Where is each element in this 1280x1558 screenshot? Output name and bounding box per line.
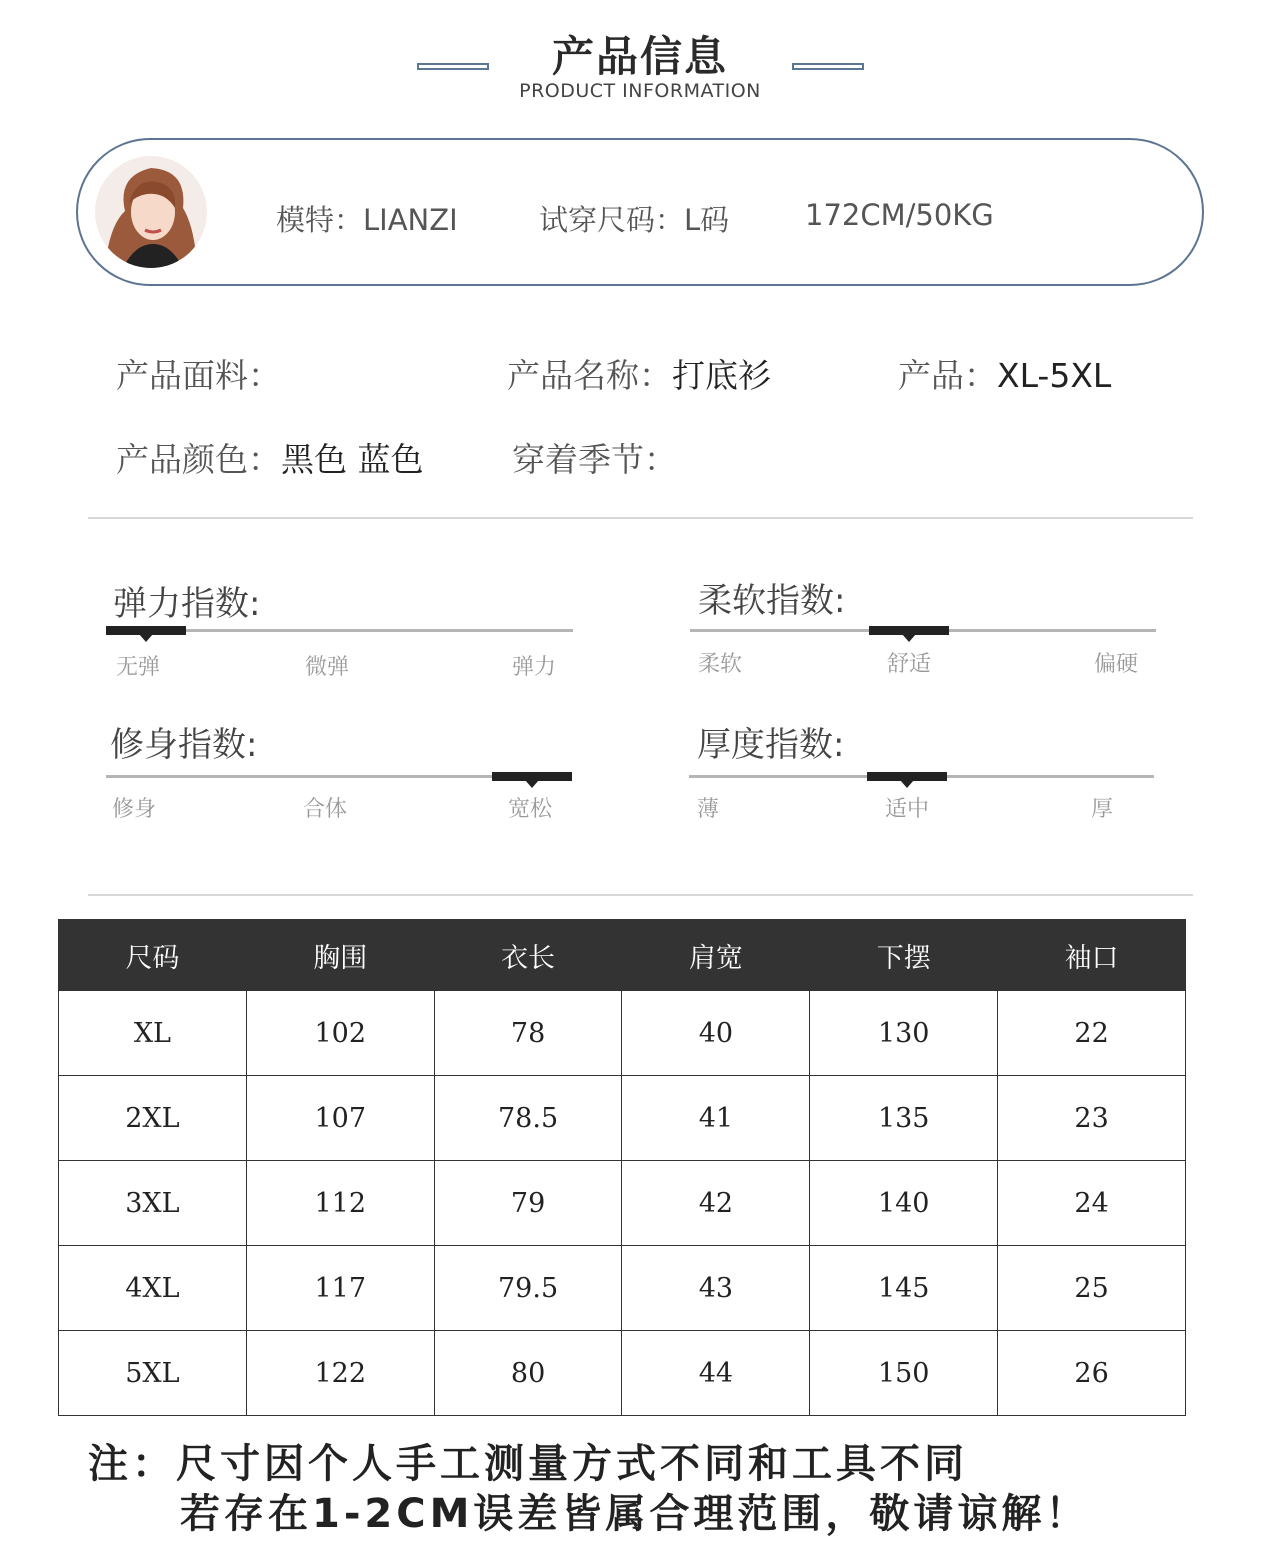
cell-shoulder: 41 [622,1076,810,1161]
cell-chest: 112 [246,1161,434,1246]
cell-size: XL [59,991,247,1076]
fit-option-2: 宽松 [508,797,553,822]
fabric-row [116,350,281,397]
cell-hem: 140 [810,1161,998,1246]
table-row [59,1161,1186,1246]
cell-shoulder: 42 [622,1161,810,1246]
elasticity-option-2: 弹力 [512,655,557,680]
model-avatar [95,156,207,268]
cell-size: 4XL [59,1246,247,1331]
cell-shoulder: 44 [622,1331,810,1416]
note-line-2: 若存在1-2CM误差皆属合理范围，敬请谅解！ [180,1491,1090,1537]
softness-title: 柔软指数: [698,581,846,621]
name-label: 产品名称： [507,356,672,395]
header-chest: 胸围 [246,920,434,991]
color-value: 黑色 蓝色 [281,440,424,479]
table-row [59,1331,1186,1416]
fit-marker-pointer [525,780,539,788]
softness-option-2: 偏硬 [1094,652,1139,677]
season-row [512,434,677,481]
elasticity-option-1: 微弹 [305,655,350,680]
cell-size: 5XL [59,1331,247,1416]
cell-length: 79.5 [434,1246,622,1331]
page-subtitle: PRODUCT INFORMATION [519,80,761,102]
cell-length: 80 [434,1331,622,1416]
thickness-option-2: 厚 [1091,797,1114,822]
divider-top [88,517,1193,519]
table-row [59,1076,1186,1161]
color-row [116,434,424,481]
model-name: 模特：LIANZI [276,203,458,237]
name-row [507,350,771,397]
cell-shoulder: 40 [622,991,810,1076]
divider-bottom [88,894,1193,896]
cell-length: 78 [434,991,622,1076]
table-row [59,991,1186,1076]
elasticity-title: 弹力指数: [113,584,261,624]
name-value: 打底衫 [672,356,771,395]
fit-option-0: 修身 [112,797,157,822]
header-cuff: 袖口 [998,920,1186,991]
cell-cuff: 24 [998,1161,1186,1246]
thickness-option-0: 薄 [697,797,720,822]
softness-marker-pointer [902,634,916,642]
header-size: 尺码 [59,920,247,991]
model-try-size: 试穿尺码：L码 [539,203,730,237]
size-table [58,919,1186,1416]
fabric-label: 产品面料： [116,356,281,395]
cell-cuff: 23 [998,1076,1186,1161]
header-length: 衣长 [434,920,622,991]
fit-option-1: 合体 [303,797,348,822]
elasticity-marker-pointer [139,634,153,642]
elasticity-option-0: 无弹 [116,655,161,680]
softness-option-1: 舒适 [887,652,932,677]
product-label: 产品： [898,356,997,395]
fit-title: 修身指数: [110,725,258,765]
cell-hem: 145 [810,1246,998,1331]
cell-length: 79 [434,1161,622,1246]
cell-cuff: 26 [998,1331,1186,1416]
size-table-header [59,920,1186,991]
note-line-1: 注：尺寸因个人手工测量方式不同和工具不同 [88,1441,968,1487]
cell-shoulder: 43 [622,1246,810,1331]
cell-size: 3XL [59,1161,247,1246]
product-row [898,350,1111,397]
cell-chest: 102 [246,991,434,1076]
cell-hem: 135 [810,1076,998,1161]
header-hem: 下摆 [810,920,998,991]
cell-cuff: 25 [998,1246,1186,1331]
thickness-option-1: 适中 [885,797,930,822]
cell-cuff: 22 [998,991,1186,1076]
cell-length: 78.5 [434,1076,622,1161]
cell-chest: 107 [246,1076,434,1161]
model-stats: 172CM/50KG [805,198,994,232]
softness-option-0: 柔软 [698,652,743,677]
header-shoulder: 肩宽 [622,920,810,991]
season-label: 穿着季节： [512,440,677,479]
table-row [59,1246,1186,1331]
thickness-marker-pointer [900,780,914,788]
color-label: 产品颜色： [116,440,281,479]
cell-hem: 150 [810,1331,998,1416]
product-value: XL-5XL [997,356,1112,395]
thickness-title: 厚度指数: [697,725,845,765]
cell-chest: 122 [246,1331,434,1416]
cell-size: 2XL [59,1076,247,1161]
cell-hem: 130 [810,991,998,1076]
cell-chest: 117 [246,1246,434,1331]
page-title: 产品信息 [551,32,728,81]
